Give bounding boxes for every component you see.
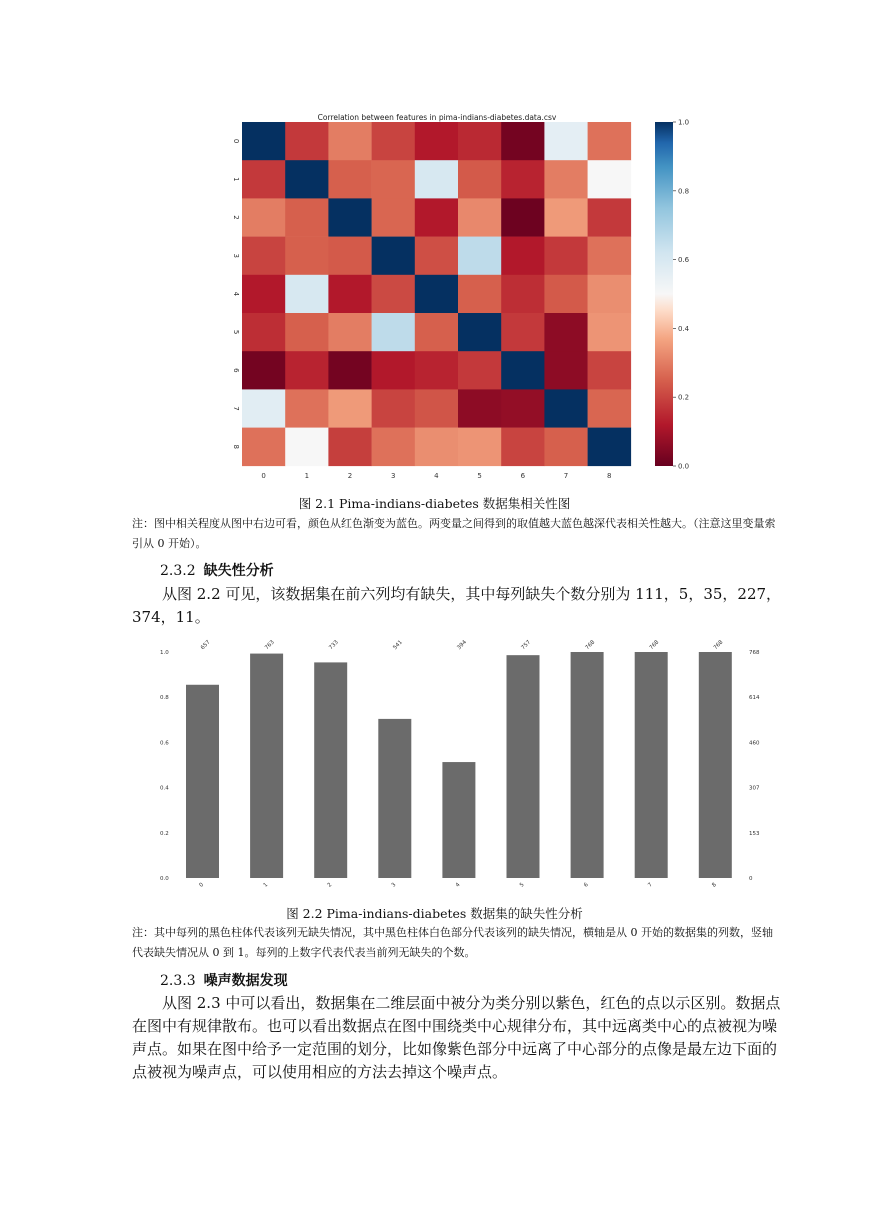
bar-right-tick: 614 xyxy=(749,695,760,702)
heatmap-cell xyxy=(501,160,545,199)
heatmap-y-label: 8 xyxy=(232,444,240,449)
heatmap-y-label: 6 xyxy=(232,368,240,373)
heatmap-cell xyxy=(328,122,372,161)
heatmap-cell xyxy=(501,389,545,428)
heatmap-cell xyxy=(285,313,329,352)
heatmap-cell xyxy=(285,198,329,237)
paragraph-text: 从图 2.3 中可以看出，数据集在二维层面中被分为类分别以紫色，红色的点以示区别。数据点在图中有规律散布。也可以看出数据点在图中围绕类中心规律分布，其中远离类中心的点被视为噪声点。如果在图中给予一定范围的划分，比如像紫色部分中远离了中心部分的点像是最左边下面的点被视为噪声点，可以使用相应的方法去掉这个噪声点。 xyxy=(132,994,781,1081)
bar-left-tick: 0.6 xyxy=(160,740,169,747)
heatmap-x-label: 2 xyxy=(347,471,353,480)
heatmap-cell xyxy=(501,122,545,161)
heatmap-y-label: 1 xyxy=(232,177,240,182)
heatmap-cell xyxy=(328,237,372,276)
heatmap-cell xyxy=(242,237,286,276)
heatmap-cell xyxy=(415,198,459,237)
bar-x-label: 7 xyxy=(647,881,654,889)
heatmap-cell xyxy=(544,122,588,161)
heatmap-cell xyxy=(372,275,416,314)
heatmap-cell xyxy=(285,351,329,390)
colorbar-tick-label: 1.0 xyxy=(678,118,690,127)
heatmap-cell xyxy=(588,428,632,467)
heatmap-cell xyxy=(242,351,286,390)
heatmap-cell xyxy=(415,160,459,199)
colorbar-tick-label: 0.4 xyxy=(678,324,690,333)
bar-count-label: 768 xyxy=(584,639,597,652)
bar xyxy=(635,652,668,878)
heatmap-cell xyxy=(544,160,588,199)
section-2-3-2-paragraph xyxy=(132,583,784,629)
heatmap-cell xyxy=(501,351,545,390)
heatmap-cell xyxy=(544,428,588,467)
bar-left-tick: 0.0 xyxy=(160,876,169,882)
heatmap-cell xyxy=(372,351,416,390)
heatmap-cell xyxy=(242,160,286,199)
heatmap-x-labels xyxy=(261,472,611,480)
heatmap-y-label: 0 xyxy=(232,138,240,144)
heatmap-cell xyxy=(415,275,459,314)
colorbar-tick-label: 0.2 xyxy=(678,393,690,402)
heatmap-y-label: 5 xyxy=(232,329,240,335)
heatmap-y-label: 2 xyxy=(232,215,240,220)
missingness-bar-chart xyxy=(0,630,869,900)
heatmap-cell xyxy=(242,275,286,314)
heatmap-cell xyxy=(588,389,632,428)
heatmap-x-label: 1 xyxy=(304,471,310,480)
bar xyxy=(571,652,604,878)
heatmap-cell xyxy=(458,275,502,314)
heatmap-cell xyxy=(588,160,632,199)
heatmap-cells xyxy=(242,122,631,466)
section-2-3-2-heading xyxy=(160,560,274,580)
heatmap-cell xyxy=(415,428,459,467)
heatmap-cell xyxy=(328,389,372,428)
figure2-caption: 图 2.2 Pima-indians-diabetes 数据集的缺失性分析 xyxy=(286,906,583,921)
bar-count-label: 541 xyxy=(392,639,404,652)
bar-x-label: 6 xyxy=(583,881,590,889)
heatmap-cell xyxy=(458,428,502,467)
heatmap-cell xyxy=(242,198,286,237)
heatmap-cell xyxy=(501,313,545,352)
heatmap-cell xyxy=(415,389,459,428)
bar-left-tick: 0.4 xyxy=(160,785,169,792)
heatmap-cell xyxy=(588,275,632,314)
heatmap-x-label: 3 xyxy=(390,471,396,480)
section-number: 2.3.2 xyxy=(160,563,196,579)
heatmap-x-label: 5 xyxy=(477,471,482,480)
bar-left-tick: 0.8 xyxy=(160,695,169,702)
heatmap-cell xyxy=(242,428,286,467)
heatmap-cell xyxy=(285,275,329,314)
heatmap-cell xyxy=(242,389,286,428)
figure2-note: 注：其中每列的黑色柱体代表该列无缺失情况，其中黑色柱体白色部分代表该列的缺失情况，横轴是从 0 开始的数据集的列数，竖轴代表缺失情况从 0 到 1。每列的上数字代表代表当前列无缺失的个数。 xyxy=(132,926,773,959)
figure1-caption: 图 2.1 Pima-indians-diabetes 数据集相关性图 xyxy=(298,496,571,511)
section-title: 噪声数据发现 xyxy=(203,973,288,989)
bar-count-label: 763 xyxy=(264,639,276,652)
heatmap-cell xyxy=(372,389,416,428)
heatmap-cell xyxy=(501,237,545,276)
section-number: 2.3.3 xyxy=(160,973,196,989)
heatmap-x-label: 0 xyxy=(261,471,266,480)
paragraph-text: 从图 2.2 可见，该数据集在前六列均有缺失，其中每列缺失个数分别为 111，5，35，227，374，11。 xyxy=(132,585,782,626)
heatmap-cell xyxy=(372,122,416,161)
bar-x-label: 2 xyxy=(326,881,334,889)
section-2-3-3-heading xyxy=(160,970,288,990)
bar-x-label: 1 xyxy=(262,881,270,889)
heatmap-cell xyxy=(501,275,545,314)
section-2-3-3-paragraph xyxy=(132,992,784,1084)
bar-x-label: 0 xyxy=(198,881,206,889)
bar xyxy=(699,652,732,878)
bar-right-tick: 0 xyxy=(749,876,753,882)
heatmap-cell xyxy=(544,313,588,352)
heatmap-cell xyxy=(544,389,588,428)
heatmap-cell xyxy=(328,160,372,199)
bar-x-label: 5 xyxy=(518,881,526,889)
bar-x-label: 3 xyxy=(390,881,398,889)
heatmap-cell xyxy=(588,122,632,161)
heatmap-y-labels xyxy=(232,139,240,449)
bar-count-label: 768 xyxy=(648,639,661,652)
bar-right-tick: 460 xyxy=(749,740,760,747)
heatmap-cell xyxy=(544,351,588,390)
heatmap-cell xyxy=(285,122,329,161)
heatmap-cell xyxy=(415,313,459,352)
heatmap-y-label: 3 xyxy=(232,253,240,258)
bar xyxy=(442,762,475,878)
heatmap-cell xyxy=(328,313,372,352)
bar-series xyxy=(186,652,732,878)
heatmap-cell xyxy=(285,160,329,199)
heatmap-cell xyxy=(458,389,502,428)
colorbar-tick-label: 0.6 xyxy=(678,256,690,265)
bar-count-label: 768 xyxy=(712,639,725,652)
heatmap-cell xyxy=(415,122,459,161)
bar-x-label: 8 xyxy=(711,881,718,889)
heatmap-cell xyxy=(501,198,545,237)
heatmap-cell xyxy=(544,198,588,237)
heatmap-cell xyxy=(285,389,329,428)
figure1-note: 注：图中相关程度从图中右边可看，颜色从红色渐变为蓝色。两变量之间得到的取值越大蓝色越深代表相关性越大。（注意这里变量索引从 0 开始）。 xyxy=(132,517,776,550)
heatmap-y-label: 7 xyxy=(232,406,240,411)
heatmap-cell xyxy=(372,237,416,276)
heatmap-cell xyxy=(458,122,502,161)
bar-left-tick: 1.0 xyxy=(160,650,169,656)
heatmap-cell xyxy=(588,237,632,276)
colorbar-tick-label: 0.0 xyxy=(678,462,690,471)
bar xyxy=(314,662,347,878)
heatmap-cell xyxy=(588,351,632,390)
heatmap-cell xyxy=(458,160,502,199)
bar-right-tick: 153 xyxy=(749,830,760,837)
heatmap-cell xyxy=(328,351,372,390)
bar xyxy=(186,685,219,878)
heatmap-cell xyxy=(372,198,416,237)
heatmap-x-label: 4 xyxy=(434,471,439,480)
bar-right-ticks xyxy=(749,650,760,882)
heatmap-cell xyxy=(285,237,329,276)
heatmap-cell xyxy=(458,313,502,352)
colorbar-ticks xyxy=(673,119,690,471)
correlation-heatmap xyxy=(0,100,869,490)
bar-count-label: 394 xyxy=(456,639,469,652)
heatmap-cell xyxy=(588,198,632,237)
bar-x-labels xyxy=(198,882,718,889)
heatmap-cell xyxy=(544,237,588,276)
heatmap-cell xyxy=(415,237,459,276)
bar-right-tick: 307 xyxy=(749,785,760,792)
heatmap-cell xyxy=(242,313,286,352)
heatmap-cell xyxy=(458,351,502,390)
bar-count-label: 757 xyxy=(520,639,533,652)
heatmap-cell xyxy=(458,198,502,237)
heatmap-cell xyxy=(588,313,632,352)
heatmap-cell xyxy=(501,428,545,467)
heatmap-cell xyxy=(328,275,372,314)
bar xyxy=(507,655,540,878)
bar-left-ticks xyxy=(160,650,169,882)
heatmap-x-label: 8 xyxy=(606,471,612,480)
bar xyxy=(250,654,283,878)
bar-left-tick: 0.2 xyxy=(160,830,169,837)
bar-count-label: 733 xyxy=(328,639,340,652)
colorbar xyxy=(655,122,673,466)
heatmap-title: Correlation between features in pima-indians-diabetes.data.csv xyxy=(317,113,557,122)
heatmap-cell xyxy=(285,428,329,467)
heatmap-cell xyxy=(372,428,416,467)
bar-x-label: 4 xyxy=(454,881,462,889)
heatmap-y-label: 4 xyxy=(232,291,240,297)
heatmap-cell xyxy=(328,428,372,467)
bar-count-labels xyxy=(200,639,725,651)
colorbar-tick-label: 0.8 xyxy=(678,187,690,196)
heatmap-x-label: 6 xyxy=(520,471,526,480)
heatmap-cell xyxy=(372,160,416,199)
bar-right-tick: 768 xyxy=(749,650,760,656)
section-title: 缺失性分析 xyxy=(203,563,274,579)
heatmap-cell xyxy=(372,313,416,352)
heatmap-x-label: 7 xyxy=(563,471,569,480)
heatmap-cell xyxy=(458,237,502,276)
bar xyxy=(378,719,411,878)
heatmap-cell xyxy=(242,122,286,161)
heatmap-cell xyxy=(415,351,459,390)
heatmap-cell xyxy=(544,275,588,314)
heatmap-cell xyxy=(328,198,372,237)
bar-count-label: 657 xyxy=(199,639,212,652)
